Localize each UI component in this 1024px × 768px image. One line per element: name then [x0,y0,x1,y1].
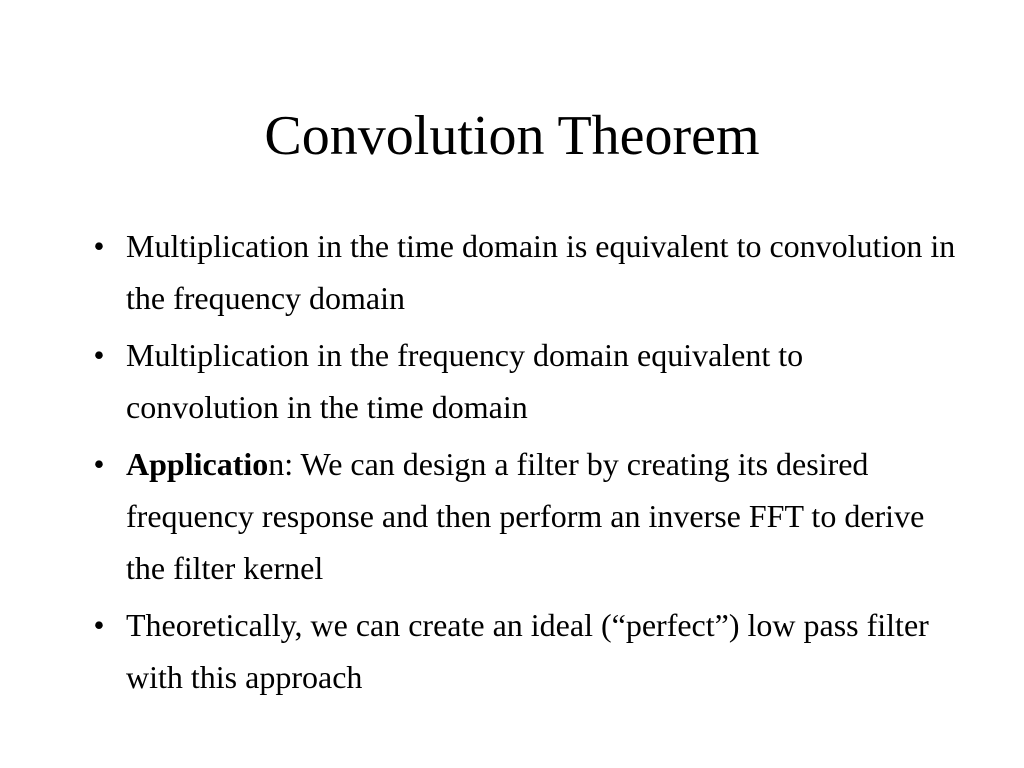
bullet-marker: • [93,337,105,373]
bullet-text: Theoretically, we can create an ideal (“perfect”) low pass filter with this approach [126,607,929,695]
bullet-item-4 [84,599,964,703]
bullet-list [84,220,964,708]
bullet-marker: • [93,607,105,643]
bullet-text: Multiplication in the time domain is equivalent to convolution in the frequency domain [126,228,956,316]
bullet-text: Multiplication in the frequency domain equivalent to convolution in the time domain [126,337,804,425]
bullet-bold-prefix: Applicatio [126,446,269,482]
slide-title: Convolution Theorem [264,105,760,167]
bullet-text-container [126,438,964,594]
bullet-item-1 [84,220,964,324]
bullet-text: n: We can design a filter by creating its desired frequency response and then perform an inverse FFT to derive the filter kernel [126,446,925,586]
bullet-marker: • [93,446,105,482]
bullet-item-2 [84,329,964,433]
bullet-marker: • [93,228,105,264]
bullet-item-3 [84,438,964,594]
